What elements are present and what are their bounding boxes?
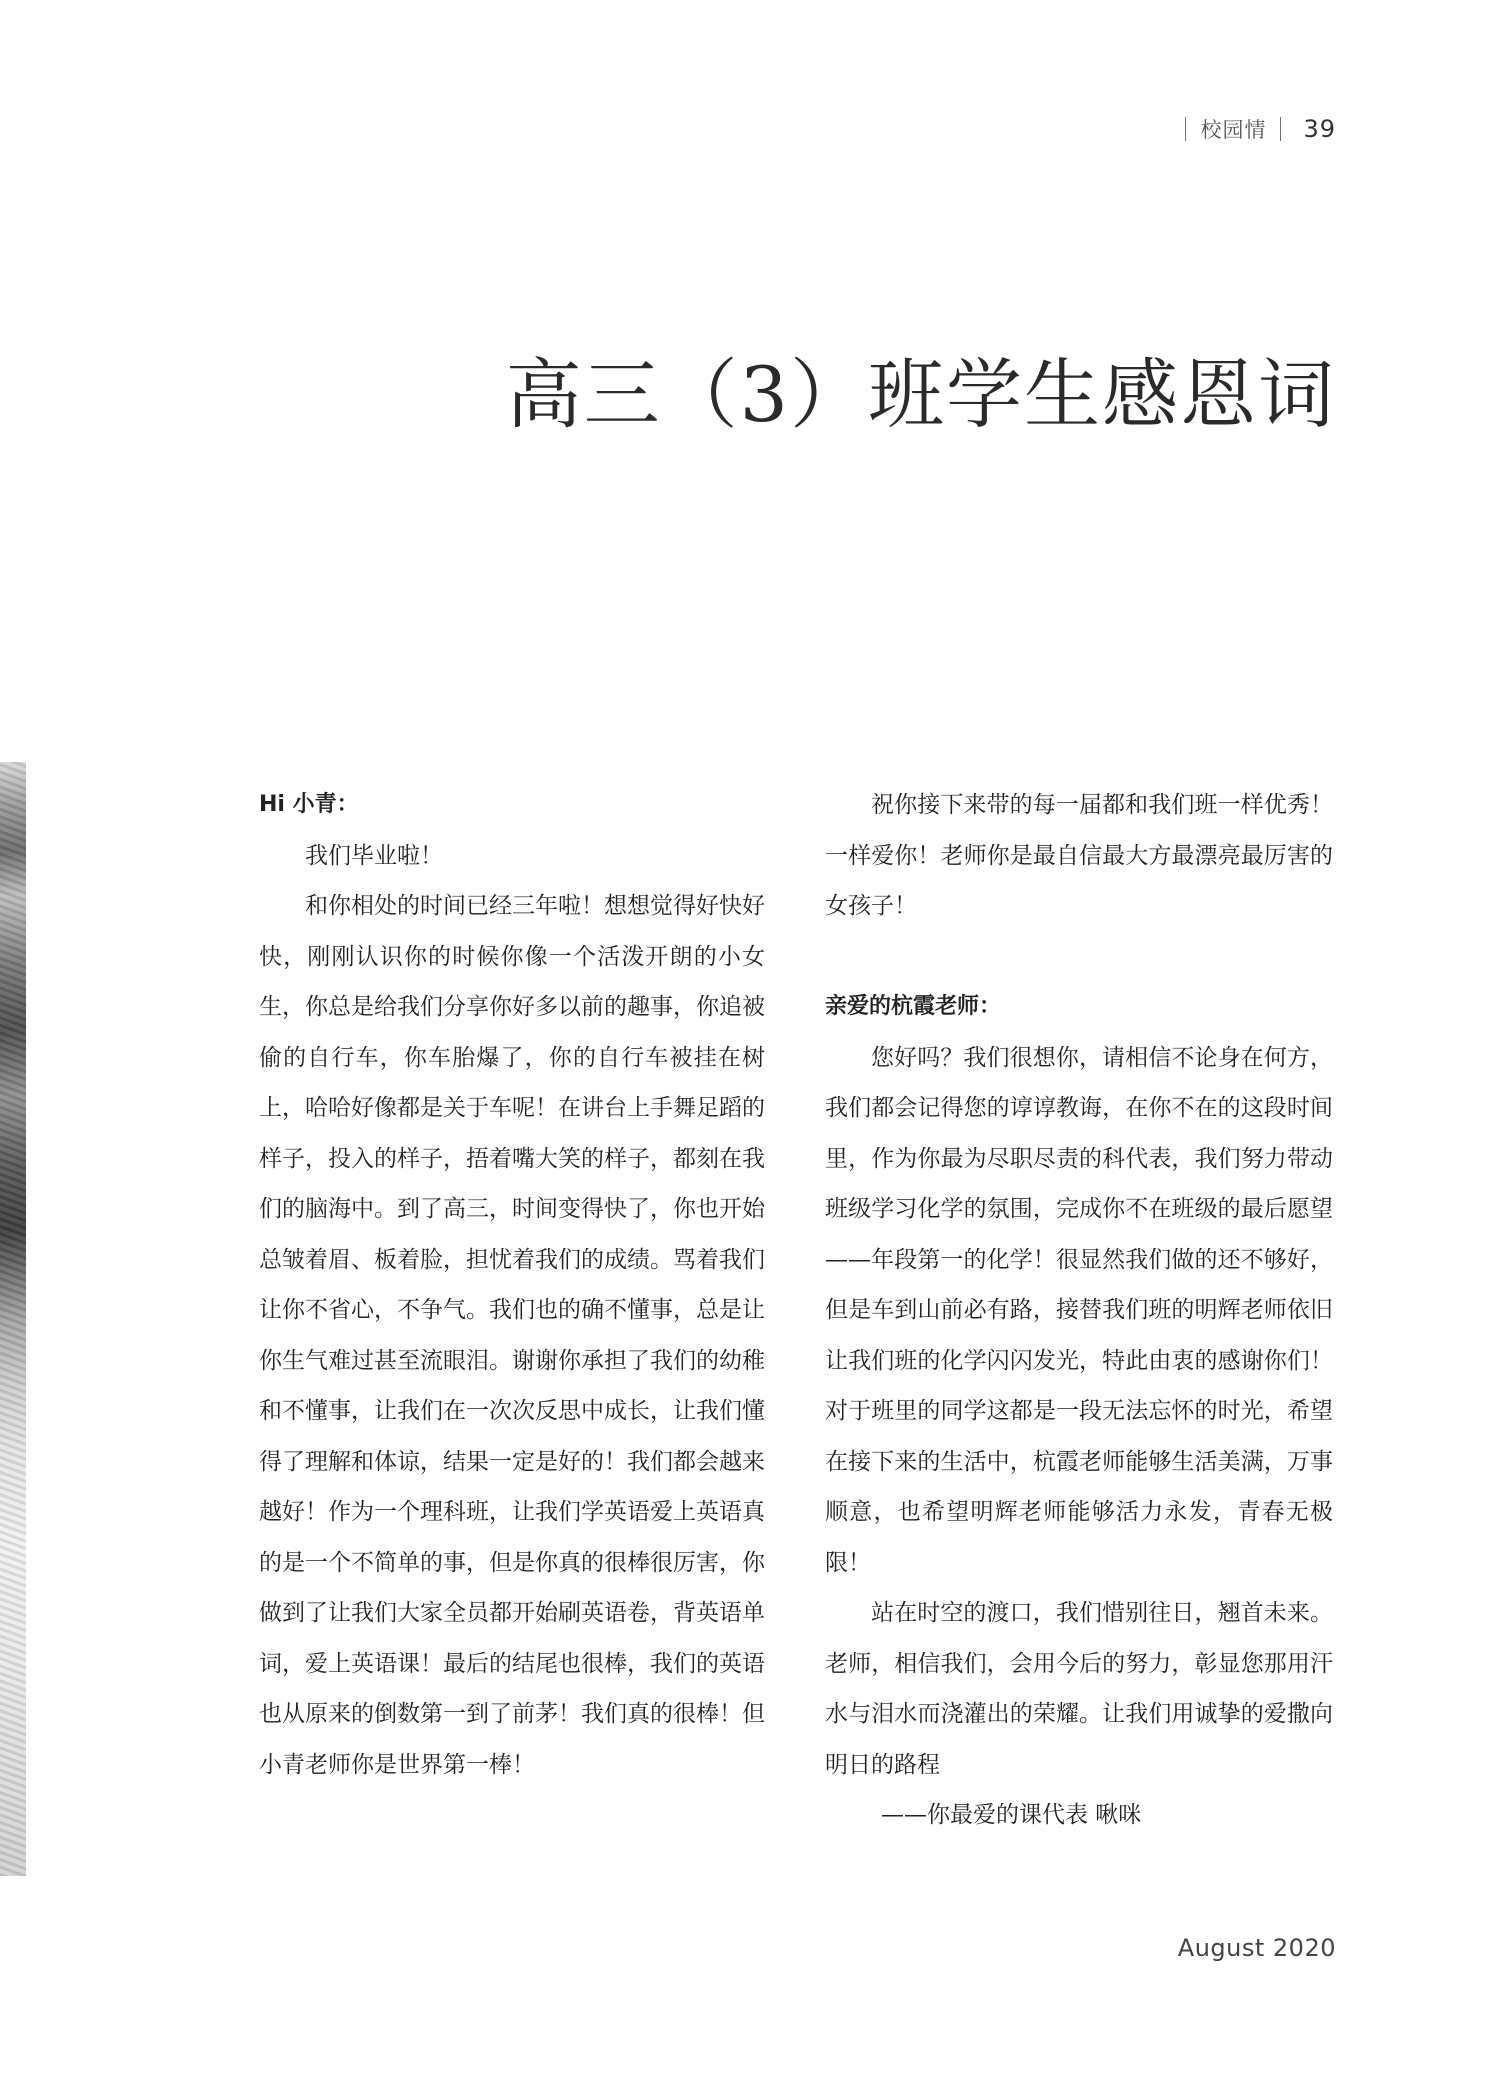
edge-photo <box>0 762 26 1876</box>
body-paragraph: 和你相处的时间已经三年啦！想想觉得好快好快，刚刚认识你的时候你像一个活泼开朗的小女生，你总是给我们分享你好多以前的趣事，你追被偷的自行车，你车胎爆了，你的自行车被挂在树上，哈哈好像都是关于车呢！在讲台上手舞足蹈的样子，投入的样子，捂着嘴大笑的样子，都刻在我们的脑海中。到了高三，时间变得快了，你也开始总皱着眉、板着脸，担忧着我们的成绩。骂着我们让你不省心，不争气。我们也的确不懂事，总是让你生气难过甚至流眼泪。谢谢你承担了我们的幼稚和不懂事，让我们在一次次反思中成长，让我们懂得了理解和体谅，结果一定是好的！我们都会越来越好！作为一个理科班，让我们学英语爱上英语真的是一个不简单的事，但是你真的很棒很厉害，你做到了让我们大家全员都开始刷英语卷，背英语单词，爱上英语课！最后的结尾也很棒，我们的英语也从原来的倒数第一到了前茅！我们真的很棒！但小青老师你是世界第一棒！ <box>259 893 765 1778</box>
section-name: 校园情 <box>1200 118 1267 142</box>
page-number: 39 <box>1303 115 1336 143</box>
right-column <box>825 780 1333 1841</box>
paragraph-spacer <box>825 932 1333 983</box>
header-divider-left <box>1185 117 1186 141</box>
issue-date: August 2020 <box>1177 1934 1336 1962</box>
body-paragraph: 祝你接下来带的每一届都和我们班一样优秀！一样爱你！老师你是最自信最大方最漂亮最厉害的女孩子！ <box>825 792 1333 919</box>
salutation-hangxia: 亲爱的杭霞老师： <box>825 994 1002 1019</box>
left-column <box>259 780 765 1790</box>
page-header <box>1185 114 1336 144</box>
body-paragraph: 站在时空的渡口，我们惜别往日，翘首未来。老师，相信我们，会用今后的努力，彰显您那用汗水与泪水而浇灌出的荣耀。让我们用诚挚的爱撒向明日的路程 <box>825 1600 1333 1778</box>
body-paragraph: 我们毕业啦！ <box>305 842 443 869</box>
body-paragraph: 您好吗？我们很想你，请相信不论身在何方，我们都会记得您的谆谆教诲，在你不在的这段时间里，作为你最为尽职尽责的科代表，我们努力带动班级学习化学的氛围，完成你不在班级的最后愿望——年段第一的化学！很显然我们做的还不够好，但是车到山前必有路，接替我们班的明辉老师依旧让我们班的化学闪闪发光，特此由衷的感谢你们！对于班里的同学这都是一段无法忘怀的时光，希望在接下来的生活中，杭霞老师能够生活美满，万事顺意，也希望明辉老师能够活力永发，青春无极限！ <box>825 1044 1333 1576</box>
article-title: 高三（3）班学生感恩词 <box>505 350 1336 439</box>
salutation-xiaoqing: Hi 小青： <box>259 792 359 817</box>
header-divider-right <box>1280 117 1281 141</box>
signature: ——你最爱的课代表 啾咪 <box>881 1802 1142 1828</box>
